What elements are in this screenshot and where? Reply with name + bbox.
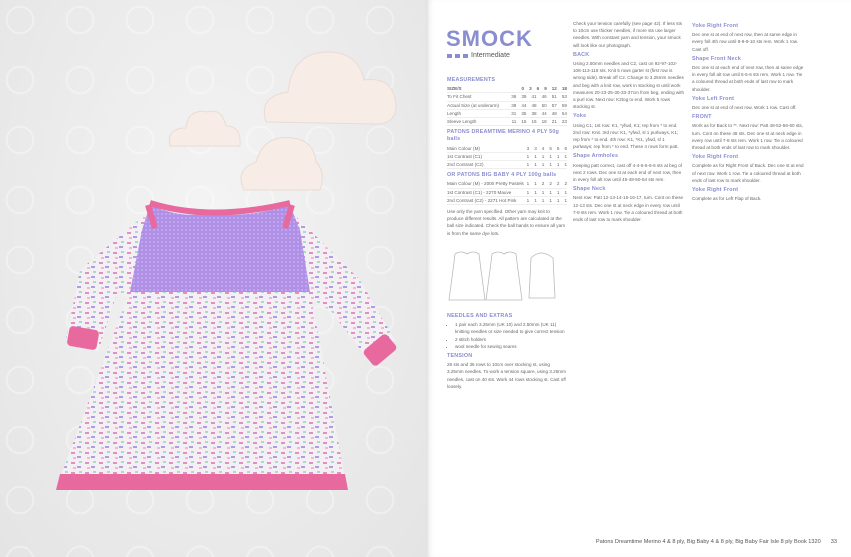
cell-value: 36 (511, 94, 517, 100)
size-value: 6 (536, 86, 540, 92)
table-row (447, 180, 567, 188)
cell-value: 38 (531, 110, 537, 116)
intro-text: Check your tension carefully (see page 42). If less sts to 10cm use thicker needles, if more sts use larger needles. With constant yarn and tension, your smock will look like our photograph. (573, 21, 683, 48)
row-label: Sleeve Length (447, 119, 477, 125)
cell-value: 57 (551, 102, 557, 108)
smock-dress (56, 203, 398, 490)
yarn1-heading: PATONS DREAMTIME MERINO 4 PLY 50g balls (447, 129, 560, 143)
cell-value: 48 (531, 102, 537, 108)
row-label: Main Colour (M) (447, 145, 480, 151)
table-row (447, 118, 567, 126)
cell-value: 1 (541, 189, 545, 195)
back-heading: BACK (573, 51, 590, 58)
table-row (447, 197, 567, 205)
page-footer (596, 539, 837, 545)
cell-value: 1 (526, 153, 530, 159)
sizes-label: SIZE/S (447, 86, 462, 92)
cell-value: 5 (556, 145, 560, 151)
cell-value: 3 (534, 145, 537, 151)
cell-value: 2 (541, 181, 545, 187)
right-front-text: Dec one st at end of next row, then at same edge in every foll 4th row until 8-9-9-10 sts rem. Work 1 row. Cast off. (692, 32, 799, 52)
yarn-note: Use only the yarn specified. Other yarn may knit to produce different results. All pattern are calculated at the ball size indicated. Check the ball bands to ensure all yarn is from the same dye lots. (447, 209, 566, 236)
end-heading: Yoke Right Front (692, 187, 739, 194)
cell-value: 1 (534, 181, 537, 187)
garment-diagram (447, 244, 557, 304)
pattern-title: SMOCK (446, 26, 533, 51)
cell-value: 1 (564, 197, 567, 203)
cell-value: 46 (541, 94, 547, 100)
cell-value: 2 (564, 181, 567, 187)
cell-value: 1 (564, 162, 567, 168)
cell-value: 39 (511, 102, 517, 108)
cell-value: 1 (526, 197, 530, 203)
left-front-text: Dec one st at end of next row. Work 1 row. Cast off. (692, 105, 797, 111)
cell-value: 1 (534, 189, 537, 195)
neck-text: Next row: Patt 12-13-14-15-16-17, turn. Cont on these 12-13 sts. Dec one st at neck edge in every row until 7-8 sts rem. Work 1 row. Tie a coloured thread at both ends of last row to mark shoulder. (573, 195, 684, 223)
cell-value: 1 (541, 197, 545, 203)
cell-value: 59 (561, 102, 567, 108)
needles-item: • wool needle for sewing seams (455, 343, 567, 350)
table-row (447, 93, 567, 101)
cell-value: 1 (526, 181, 530, 187)
pattern-page (426, 0, 851, 557)
cell-value: 21 (551, 119, 557, 125)
front-text: Work as for Back to **. Next row: Patt 48-52-56-60 sts, turn. Cont on these 48 sts. Dec one st at neck edge in every row until 7-8 sts rem. Work 1 row. Tie a coloured thread at both ends of last row to mark shoulder. (692, 123, 803, 151)
size-value: 12 (551, 86, 557, 92)
left-front-heading: Yoke Left Front (692, 95, 735, 102)
table-row (447, 153, 567, 161)
cell-value: 1 (556, 197, 560, 203)
size-value: 3 (529, 86, 532, 92)
tension-text: 28 sts and 36 rows to 10cm over stocking st, using 3.25mm needles. To work a tension square, using 3.25mm needles, cast on 40 sts. Work 44 rows stocking st. Cast off loosely. (447, 362, 566, 389)
row-label: 1st Contrast (C1) (447, 153, 482, 159)
cell-value: 1 (549, 162, 552, 168)
row-label: 2nd Contrast (C2) - 2271 Hot Pink (447, 197, 517, 203)
cell-value: 1 (564, 153, 567, 159)
table-row (447, 161, 567, 169)
cell-value: 1 (556, 189, 560, 195)
size-value: 0 (521, 86, 525, 92)
needles-item: • 1 pair each 3.25mm (UK 10) and 2.50mm (UK 11) knitting needles or size needed to give correct tension (455, 321, 567, 335)
yarn2-heading: OR PATONS BIG BABY 4 PLY 100g balls (447, 172, 557, 179)
cell-value: 35 (521, 110, 527, 116)
skill-level-label: Intermediate (471, 52, 510, 59)
armholes-heading: Shape Armholes (573, 153, 619, 160)
cell-value: 31 (511, 110, 517, 116)
cell-value: 1 (541, 153, 545, 159)
column-1 (447, 74, 567, 391)
cell-value: 1 (534, 153, 537, 159)
cell-value: 11 (511, 119, 517, 125)
footer-text: Patons Dreamtime Merino 4 & 8 ply, Big Baby 4 & 8 ply, Big Baby Fair Isle 8 ply Book 1320 (595, 539, 821, 545)
needles-heading: NEEDLES AND EXTRAS (447, 313, 513, 320)
cell-value: 1 (556, 153, 560, 159)
cell-value: 39 (521, 94, 527, 100)
cell-value: 1 (549, 153, 552, 159)
front-neck-heading: Shape Front Neck (692, 55, 742, 62)
cell-value: 23 (561, 119, 567, 125)
cell-value: 41 (531, 94, 537, 100)
cell-value: 16 (531, 119, 537, 125)
cell-value: 1 (541, 162, 545, 168)
neck-heading: Shape Neck (573, 186, 606, 193)
row-label: Main Colour (M) - 2000 Pretty Pastels (447, 181, 524, 187)
cell-value: 53 (561, 94, 567, 100)
cell-value: 1 (526, 162, 530, 168)
page-number: 33 (830, 539, 837, 545)
cell-value: 2 (549, 181, 552, 187)
row-label: 2nd Contrast (C2) (447, 162, 484, 168)
cell-value: 1 (534, 162, 537, 168)
cell-value: 50 (541, 102, 547, 108)
sizes-row (447, 85, 567, 93)
cell-value: 2 (556, 181, 560, 187)
back-text: Using 2.50mm needles and C2, cast on 92-97-102-108-113-118 sts. Knit 5 rows garter st (first row is wrong side). Break off C2. Change to 3.25mm needles and beg with a knit row, work in stocking st until work measures 20-23-25-30-33-37cm from beg, ending with a purl row. Next row: K2tog to end. Work 5 rows stocking st. (573, 61, 685, 110)
cell-value: 18 (541, 119, 547, 125)
cell-value: 6 (564, 145, 567, 151)
shoulder-text: Complete as for Right Front of Back. Dec one st at end of next row. Work 1 row. Tie a coloured thread at both ends of last row to mark shoulder. (692, 163, 804, 183)
end-text: Complete as for Left Flap of Back. (692, 196, 762, 202)
cell-value: 3 (526, 145, 530, 151)
cell-value: 1 (526, 189, 530, 195)
cell-value: 5 (549, 145, 552, 151)
column-2 (573, 20, 685, 224)
cell-value: 51 (551, 94, 557, 100)
cell-value: 44 (521, 102, 527, 108)
size-value: 18 (561, 86, 567, 92)
cloud-icon (169, 52, 396, 190)
tension-heading: TENSION (447, 353, 473, 360)
armholes-text: Keeping patt correct, cast off 4-4-5-5-6-6 sts at beg of next 2 rows. Dec one st at each end of next row, then in every foll alt row until 45-48-50-54 sts rem. (573, 162, 682, 183)
shoulder-heading: Yoke Right Front (692, 154, 739, 161)
measurements-heading: MEASUREMENTS (447, 77, 496, 83)
table-row (447, 189, 567, 197)
cell-value: 48 (551, 110, 557, 116)
table-row (447, 110, 567, 118)
cell-value: 44 (541, 110, 547, 116)
front-heading: FRONT (692, 114, 712, 121)
size-value: 9 (544, 86, 547, 92)
cell-value: 1 (549, 189, 552, 195)
table-row (447, 145, 567, 153)
table-row (447, 102, 567, 110)
cell-value: 15 (521, 119, 527, 125)
skill-level (447, 52, 510, 59)
front-neck-text: Dec one st at each end of next row, then at same edge in every foll alt row until 5-5-6 sts rem. Work 1 row. Tie a coloured thread at both ends of last row to mark shoulder. (692, 65, 804, 92)
cell-value: 1 (549, 197, 552, 203)
cell-value: 1 (534, 197, 537, 203)
row-label: To Fit Chest (447, 94, 472, 100)
cell-value: 4 (541, 145, 545, 151)
cell-value: 54 (561, 110, 567, 116)
row-label: Length (447, 110, 462, 116)
cell-value: 1 (564, 189, 567, 195)
row-label: Actual Size (at underarm) (447, 102, 500, 108)
needles-item: • 2 stitch holders (455, 336, 567, 343)
yoke-text: Using C1, 1st row: K1, *yfwd, K1; rep from * to end. 2nd row: Knit. 3rd row: K1, *yfwd, sl 1 purlways, K1; rep from * to end. 4th row: K1, *K1, yfwd, sl 1 purlways; rep from * to end. These 4 rows form patt. (573, 122, 679, 150)
cell-value: 1 (556, 162, 560, 168)
column-3 (692, 20, 804, 203)
yoke-heading: Yoke (573, 113, 587, 120)
right-front-heading: Yoke Right Front (692, 23, 739, 29)
row-label: 1st Contrast (C1) - 2270 Mauve (447, 189, 512, 195)
